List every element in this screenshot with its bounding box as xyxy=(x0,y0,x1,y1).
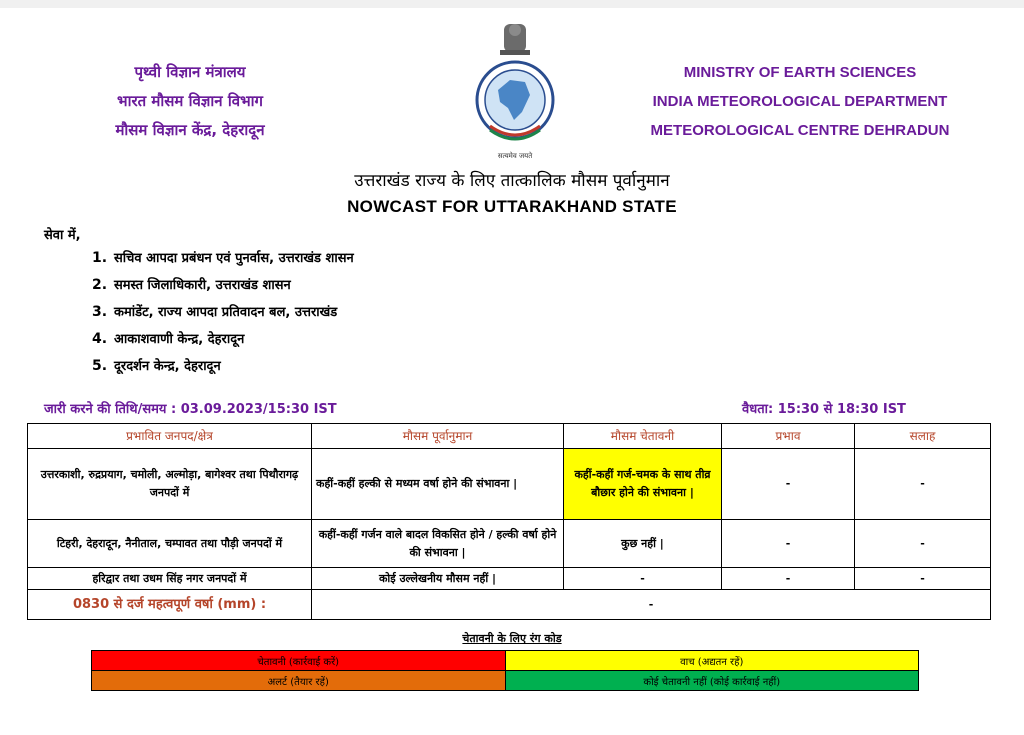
legend-yellow-watch: वाच (अद्यतन रहें) xyxy=(505,651,919,671)
cell-impact: - xyxy=(722,449,855,520)
table-row xyxy=(28,568,991,590)
cell-advice: - xyxy=(855,568,991,590)
cell-forecast: कहीं-कहीं हल्की से मध्यम वर्षा होने की संभावना | xyxy=(312,449,564,520)
header-affected-area: प्रभावित जनपद/क्षेत्र xyxy=(28,424,312,449)
cell-warning: कुछ नहीं | xyxy=(564,520,722,568)
color-code-title xyxy=(0,631,1024,646)
cell-forecast: कहीं-कहीं गर्जन वाले बादल विकसित होने / हल्की वर्षा होने की संभावना | xyxy=(312,520,564,568)
cell-area: टिहरी, देहरादून, नैनीताल, चम्पावत तथा पौड़ी जनपदों में xyxy=(28,520,312,568)
header-forecast: मौसम पूर्वानुमान xyxy=(312,424,564,449)
table-row xyxy=(28,449,991,520)
nowcast-table xyxy=(27,423,991,620)
item-number: 4. xyxy=(92,331,108,347)
item-text: दूरदर्शन केन्द्र, देहरादून xyxy=(114,359,221,374)
ministry-english: MINISTRY OF EARTH SCIENCES xyxy=(683,64,917,81)
title-hindi: उत्तराखंड राज्य के लिए तात्कालिक मौसम पूर्वानुमान xyxy=(354,171,670,191)
item-number: 2. xyxy=(92,277,108,293)
cell-advice: - xyxy=(855,449,991,520)
color-code-legend xyxy=(91,650,919,691)
item-text: समस्त जिलाधिकारी, उत्तराखंड शासन xyxy=(114,278,291,293)
ministry-hindi: पृथ्वी विज्ञान मंत्रालय xyxy=(134,63,246,81)
imd-emblem-icon xyxy=(470,20,560,170)
list-item xyxy=(92,272,354,299)
legend-green-no-warning: कोई चेतावनी नहीं (कोई कार्रवाई नहीं) xyxy=(505,671,919,691)
cell-forecast: कोई उल्लेखनीय मौसम नहीं | xyxy=(312,568,564,590)
header-hindi xyxy=(40,58,340,145)
table-header-row xyxy=(28,424,991,449)
cell-area: हरिद्वार तथा उधम सिंह नगर जनपदों में xyxy=(28,568,312,590)
title-english: NOWCAST FOR UTTARAKHAND STATE xyxy=(347,197,677,216)
cell-advice: - xyxy=(855,520,991,568)
legend-orange-alert: अलर्ट (तैयार रहें) xyxy=(92,671,506,691)
item-number: 5. xyxy=(92,358,108,374)
rainfall-value: - xyxy=(312,590,991,620)
item-text: कमांडेंट, राज्य आपदा प्रतिवादन बल, उत्तराखंड xyxy=(114,305,338,320)
header-advice: सलाह xyxy=(855,424,991,449)
color-code-title-text: चेतावनी के लिए रंग कोड xyxy=(462,632,562,645)
cell-impact: - xyxy=(722,520,855,568)
validity-period: वैधता: 15:30 से 18:30 IST xyxy=(742,402,906,417)
header-english xyxy=(630,58,970,145)
addressee-heading: सेवा में, xyxy=(44,228,81,243)
item-text: सचिव आपदा प्रबंधन एवं पुनर्वास, उत्तराखंड शासन xyxy=(114,251,354,266)
item-number: 1. xyxy=(92,250,108,266)
item-text: आकाशवाणी केन्द्र, देहरादून xyxy=(114,332,245,347)
centre-hindi: मौसम विज्ञान केंद्र, देहरादून xyxy=(115,121,265,139)
list-item xyxy=(92,245,354,272)
rainfall-label: 0830 से दर्ज महत्वपूर्ण वर्षा (mm) : xyxy=(28,590,312,620)
centre-english: METEOROLOGICAL CENTRE DEHRADUN xyxy=(650,122,950,139)
list-item xyxy=(92,299,354,326)
header-warning: मौसम चेतावनी xyxy=(564,424,722,449)
department-hindi: भारत मौसम विज्ञान विभाग xyxy=(117,92,263,110)
department-english: INDIA METEOROLOGICAL DEPARTMENT xyxy=(652,93,948,110)
header-impact: प्रभाव xyxy=(722,424,855,449)
issue-datetime: जारी करने की तिथि/समय : 03.09.2023/15:30 IST xyxy=(44,402,337,417)
rainfall-row xyxy=(28,590,991,620)
cell-area: उत्तरकाशी, रुद्रप्रयाग, चमोली, अल्मोड़ा, बागेश्वर तथा पिथौरागढ़ जनपदों में xyxy=(28,449,312,520)
cell-impact: - xyxy=(722,568,855,590)
cell-warning: कहीं-कहीं गर्ज-चमक के साथ तीव्र बौछार होने की संभावना | xyxy=(564,449,722,520)
document-page xyxy=(0,8,1024,735)
emblem-motto: सत्यमेव जयते xyxy=(497,152,533,160)
legend-red-warning: चेतावनी (कार्रवाई करें) xyxy=(92,651,506,671)
cell-warning: - xyxy=(564,568,722,590)
list-item xyxy=(92,326,354,353)
addressee-list xyxy=(92,245,354,380)
list-item xyxy=(92,353,354,380)
item-number: 3. xyxy=(92,304,108,320)
table-row xyxy=(28,520,991,568)
